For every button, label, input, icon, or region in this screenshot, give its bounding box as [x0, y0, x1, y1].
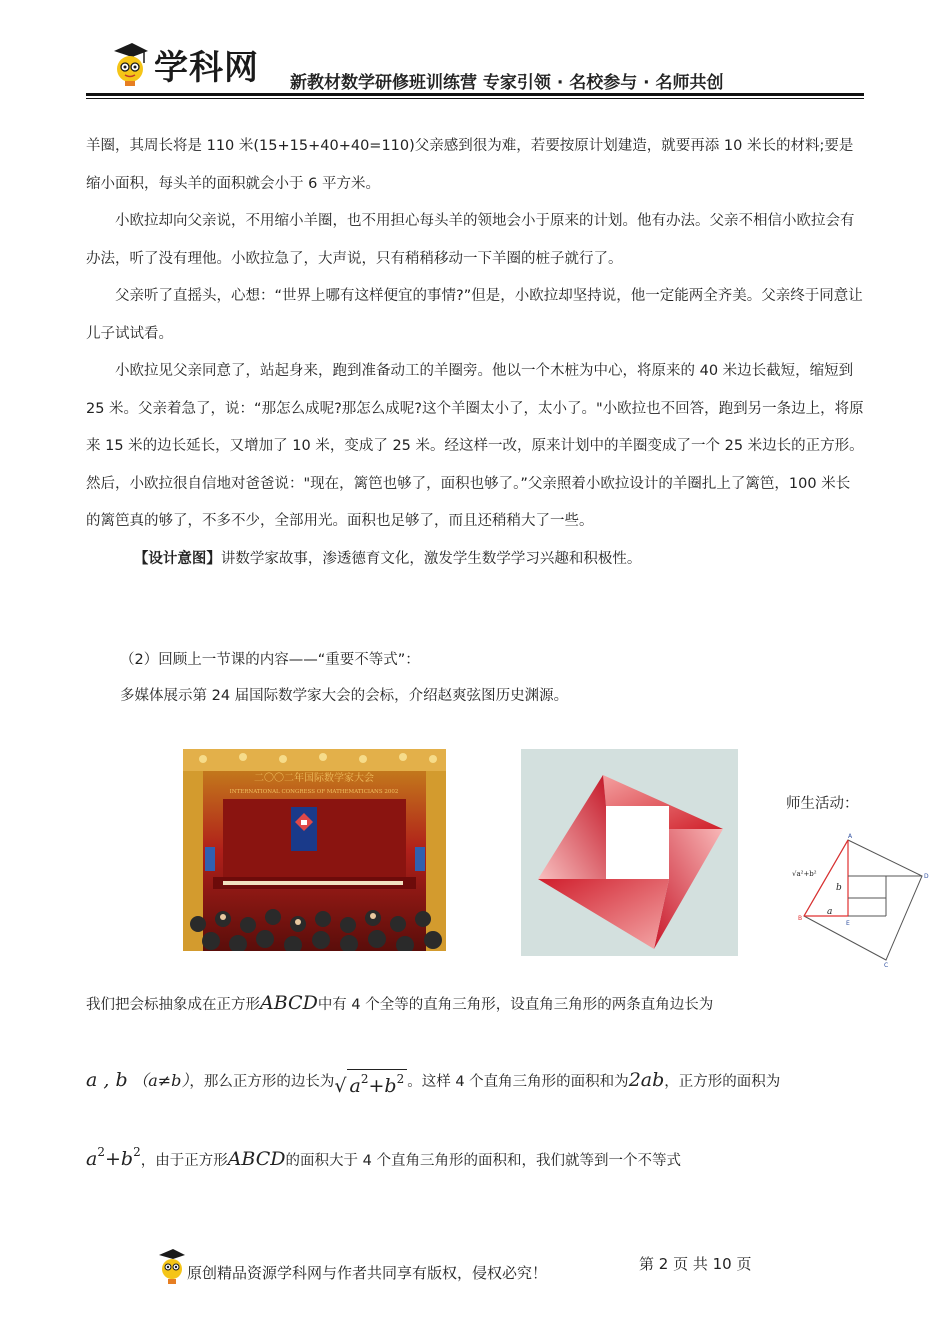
paragraph: 小欧拉见父亲同意了，站起身来，跑到准备动工的羊圈旁。他以一个木桩为中心，将原来的 40 米边长截短，缩短到 25 米。父亲着急了，说：“那怎么成呢?那怎么成呢?这个羊圈太小了，太小了。"小欧拉也不回答，跑到另一条边上，将原来 15 米的边长延长，又增加了 10 米，变成了 25 米。经这样一改，原来计划中的羊圈变成了一个 25 米边长的正方形。然后，小欧拉很自信地对爸爸说："现在，篱笆也够了，面积也够了。”父亲照着小欧拉设计的羊圈扎上了篱笆，100 米长的篱笆真的够了，不多不少，全部用光。面积也足够了，而且还稍稍大了一些。 [86, 363, 864, 529]
paragraph: 父亲听了直摇头，心想：“世界上哪有这样便宜的事情?”但是，小欧拉却坚持说，他一定能两全齐美。父亲终于同意让儿子试试看。 [86, 288, 863, 342]
photo-banner-en: INTERNATIONAL CONGRESS OF MATHEMATICIANS 2002 [229, 789, 399, 795]
label-b-vertex: B [798, 915, 803, 922]
label-hypotenuse: √a²+b² [792, 870, 817, 878]
sqrt-a2-b2: √ $a^2+b^2$ [334, 1069, 407, 1097]
text: 中有 4 个全等的直角三角形，设直角三角形的两条直角边长为 [317, 997, 714, 1013]
a2-plus-b2: $a^2+b^2$ [86, 1145, 141, 1170]
label-a-side: a [827, 907, 833, 917]
text: ，那么正方形的边长为 [189, 1074, 335, 1090]
label-c-vertex: C [884, 962, 889, 968]
design-intent-label: 【设计意图】 [133, 550, 221, 567]
text: 的面积大于 4 个直角三角形的面积和，我们就等到一个不等式 [285, 1153, 681, 1169]
mascot-icon [157, 1247, 187, 1285]
icm-logo-image [521, 749, 738, 956]
text: 我们把会标抽象成在正方形 [86, 997, 260, 1013]
page-header [86, 38, 864, 100]
label-b-side: b [836, 883, 842, 893]
abcd-symbol: ABCD [227, 1148, 286, 1170]
page-number: 第 2 页 共 10 页 [639, 1255, 752, 1273]
mascot-icon [110, 41, 150, 87]
header-divider [86, 93, 864, 96]
copyright-notice: 原创精品资源学科网与作者共同享有版权，侵权必究！ [187, 1264, 548, 1282]
geometry-diagram [790, 832, 932, 968]
two-ab: 2ab [628, 1069, 665, 1091]
label-e-vertex: E [846, 920, 850, 927]
page-footer [157, 1247, 797, 1287]
section-title: （2）回顾上一节课的内容——“重要不等式”： [120, 652, 420, 668]
section-description: 多媒体展示第 24 届国际数学家大会的会标，介绍赵爽弦图历史渊源。 [120, 688, 569, 704]
paragraph: 羊圈，其周长将是 110 米(15+15+40+40=110)父亲感到很为难，若要按原计划建造，就要再添 10 米长的材料;要是缩小面积，每头羊的面积就会小于 6 平方米。 [86, 138, 854, 192]
photo-banner-cn: 二〇〇二年国际数学家大会 [254, 773, 374, 784]
header-slogan: 新教材数学研修班训练营 专家引领 · 名校参与 · 名师共创 [290, 73, 724, 93]
label-a-vertex: A [848, 833, 853, 840]
label-d-vertex: D [924, 873, 929, 880]
math-line-2 [86, 1068, 780, 1097]
a-neq-b: （a≠b） [132, 1071, 190, 1090]
math-line-3 [86, 1145, 681, 1170]
abcd-symbol: ABCD [260, 992, 318, 1014]
xuekewang-logo [110, 38, 259, 90]
paragraph: 小欧拉却向父亲说，不用缩小羊圈，也不用担心每头羊的领地会小于原来的计划。他有办法。父亲不相信小欧拉会有办法，听了没有理他。小欧拉急了，大声说，只有稍稍移动一下羊圈的桩子就行了。 [86, 213, 855, 267]
text: ，正方形的面积为 [664, 1074, 781, 1090]
text: 。这样 4 个直角三角形的面积和为 [407, 1074, 629, 1090]
activity-label: 师生活动： [786, 796, 859, 812]
design-intent [86, 541, 864, 579]
congress-photo [183, 749, 446, 951]
ab-symbols: a , b [86, 1069, 128, 1091]
story-text [86, 128, 864, 578]
math-line-1 [86, 992, 713, 1014]
logo-text: 学科网 [154, 47, 259, 88]
design-intent-text: 讲数学家故事，渗透德育文化，激发学生数学学习兴趣和积极性。 [220, 550, 642, 567]
text: ，由于正方形 [140, 1153, 228, 1169]
header-divider-thin [86, 98, 864, 99]
